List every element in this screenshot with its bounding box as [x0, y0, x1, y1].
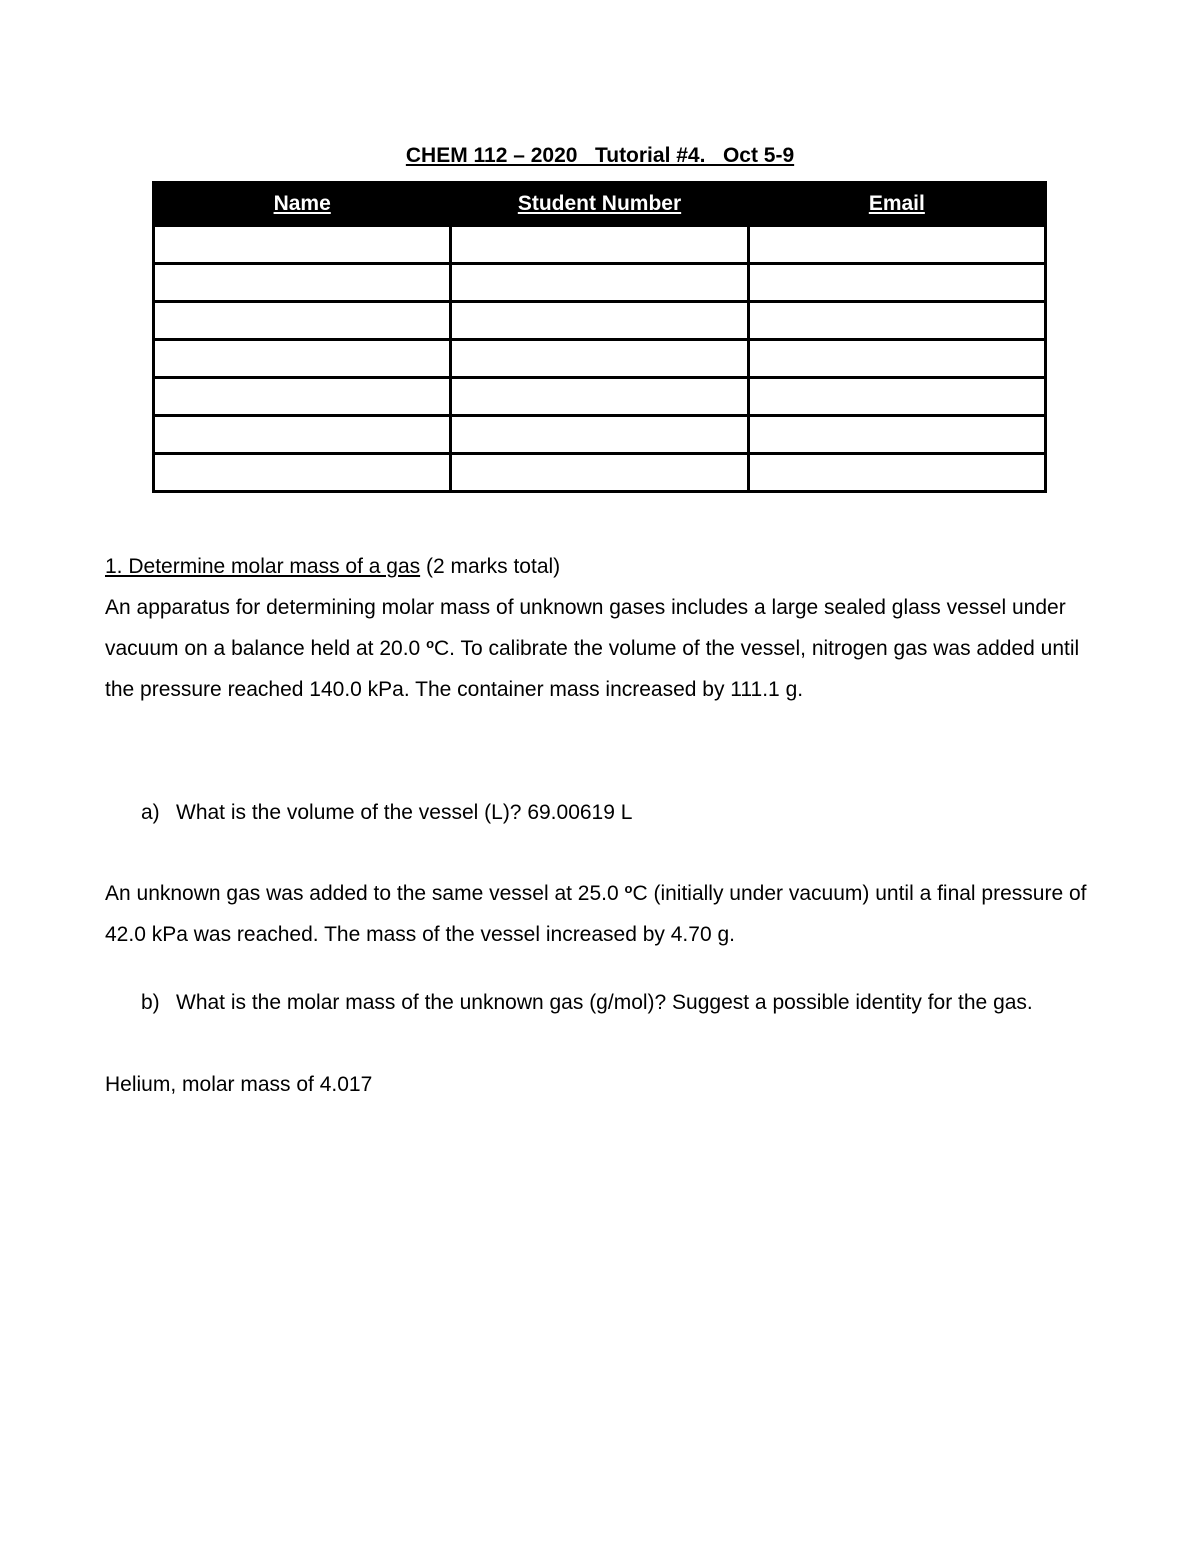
degree-symbol: o — [426, 636, 435, 651]
second-paragraph-part2: C (initially under vacuum) until a final pressure of 42.0 kPa was reached. The mass of the vessel increased by 4.70 g. — [105, 882, 1087, 946]
name-cell[interactable] — [154, 378, 451, 416]
student-number-cell[interactable] — [451, 226, 748, 264]
name-cell[interactable] — [154, 302, 451, 340]
table-row — [154, 416, 1046, 454]
email-cell[interactable] — [748, 416, 1045, 454]
student-number-cell[interactable] — [451, 340, 748, 378]
table-row — [154, 226, 1046, 264]
email-cell[interactable] — [748, 302, 1045, 340]
second-paragraph-part1: An unknown gas was added to the same vessel at 25.0 — [105, 882, 625, 905]
question-1-marks: (2 marks total) — [420, 555, 561, 578]
part-b-label: b) — [141, 991, 160, 1014]
email-cell[interactable] — [748, 340, 1045, 378]
column-header-student-number: Student Number — [451, 183, 748, 226]
table-row — [154, 340, 1046, 378]
roster-header-row — [154, 183, 1046, 226]
name-cell[interactable] — [154, 226, 451, 264]
student-number-cell[interactable] — [451, 454, 748, 492]
email-cell[interactable] — [748, 264, 1045, 302]
table-row — [154, 302, 1046, 340]
question-1-heading: 1. Determine molar mass of a gas — [105, 555, 421, 578]
table-row — [154, 454, 1046, 492]
student-roster-table — [152, 181, 1047, 493]
email-cell[interactable] — [748, 378, 1045, 416]
question-1-intro-part2: C. To calibrate the volume of the vessel, nitrogen gas was added until the pressure reached 140.0 kPa. The container mass increased by 111.1 g. — [105, 637, 1080, 701]
part-a-label: a) — [141, 801, 160, 824]
student-number-cell[interactable] — [451, 264, 748, 302]
email-cell[interactable] — [748, 226, 1045, 264]
table-row — [154, 264, 1046, 302]
document-title: CHEM 112 – 2020 Tutorial #4. Oct 5-9 — [405, 144, 795, 167]
email-cell[interactable] — [748, 454, 1045, 492]
column-header-email: Email — [748, 183, 1045, 226]
part-b-answer: Helium, molar mass of 4.017 — [105, 1073, 373, 1096]
student-number-cell[interactable] — [451, 416, 748, 454]
question-1-second-paragraph — [105, 873, 1095, 955]
student-number-cell[interactable] — [451, 378, 748, 416]
name-cell[interactable] — [154, 264, 451, 302]
name-cell[interactable] — [154, 416, 451, 454]
question-1-intro — [105, 546, 1095, 710]
question-1-intro-part1: An apparatus for determining molar mass of unknown gases includes a large sealed glass vessel under vacuum on a balance held at 20.0 — [105, 596, 1066, 660]
student-number-cell[interactable] — [451, 302, 748, 340]
degree-symbol: o — [624, 881, 633, 896]
table-row — [154, 378, 1046, 416]
column-header-name: Name — [154, 183, 451, 226]
part-a-question: What is the volume of the vessel (L)? 69.00619 L — [176, 801, 633, 824]
part-b-question: What is the molar mass of the unknown gas (g/mol)? Suggest a possible identity for the gas. — [176, 991, 1033, 1014]
name-cell[interactable] — [154, 340, 451, 378]
name-cell[interactable] — [154, 454, 451, 492]
